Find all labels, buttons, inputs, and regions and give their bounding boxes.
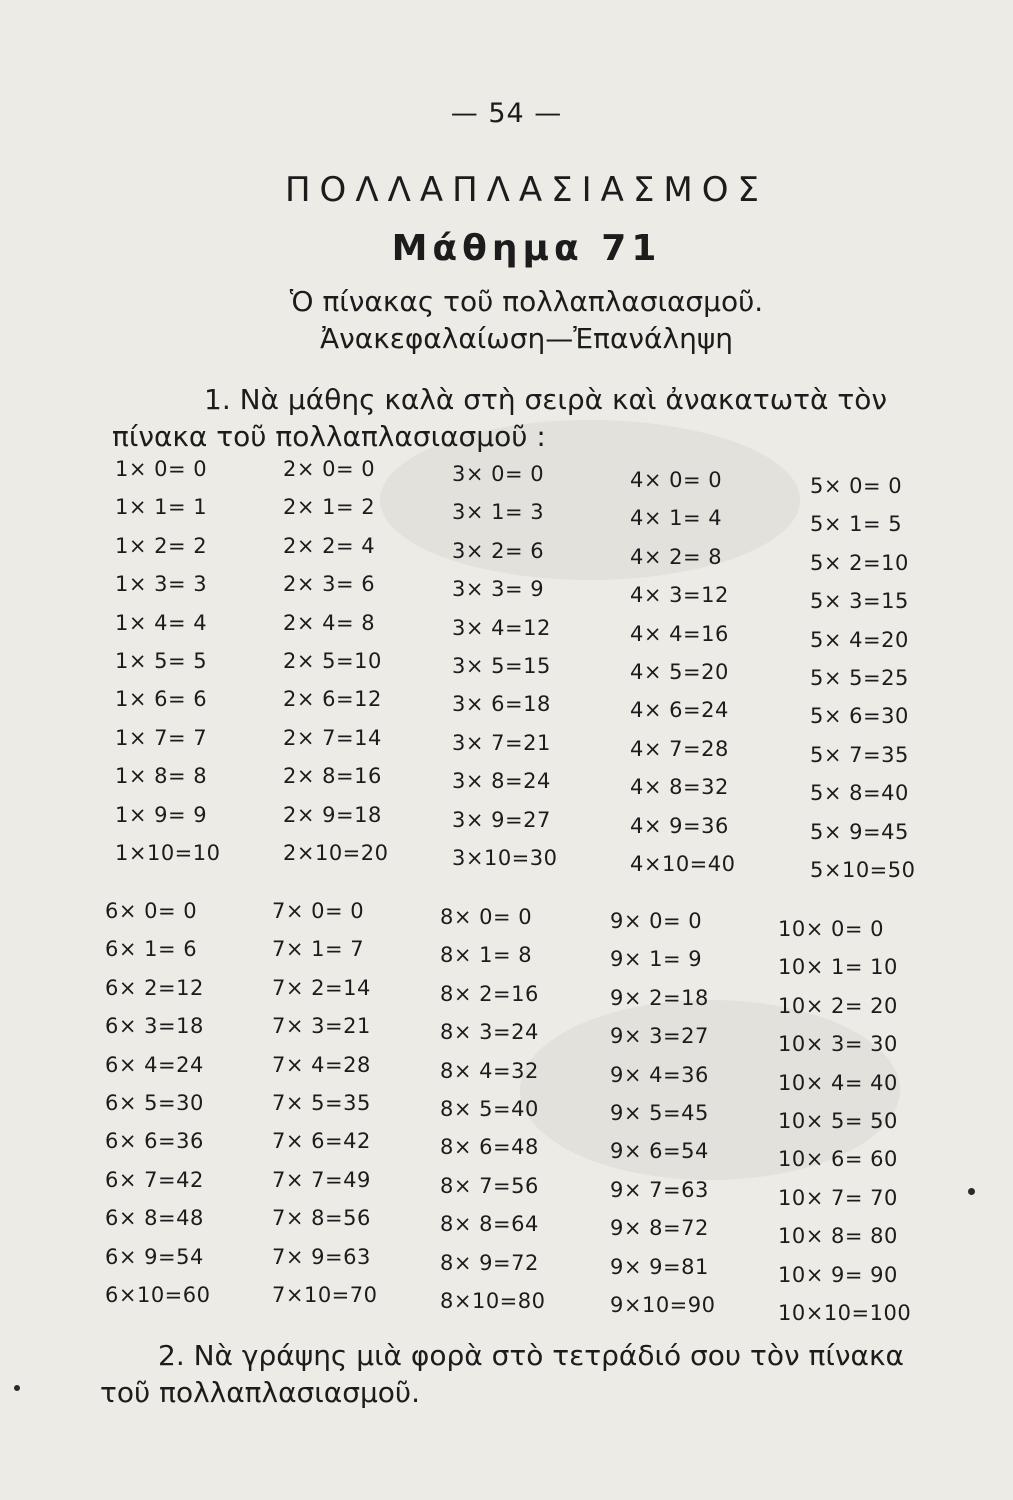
table-entry: 9× 2=18 xyxy=(610,985,709,1010)
table-entry: 1× 8= 8 xyxy=(115,764,208,789)
table-column xyxy=(778,910,928,1332)
instruction-2-text: 2. Νὰ γράψης μιὰ φορὰ στὸ τετράδιό σου τὸν πίνακα τοῦ πολλαπλασιασμοῦ. xyxy=(100,1339,904,1409)
table-entry: 2× 9=18 xyxy=(283,802,382,827)
table-entry: 6× 7=42 xyxy=(105,1167,204,1192)
table-entry: 5× 9=45 xyxy=(810,819,909,844)
table-entry: 3× 1= 3 xyxy=(452,500,545,525)
table-entry: 2× 7=14 xyxy=(283,725,382,750)
table-entry: 1× 6= 6 xyxy=(115,687,208,712)
table-entry: 8× 7=56 xyxy=(440,1173,539,1198)
table-entry: 7× 1= 7 xyxy=(272,937,365,962)
table-entry: 6× 0= 0 xyxy=(105,899,198,923)
table-entry: 3× 5=15 xyxy=(452,653,551,678)
table-column xyxy=(452,455,602,877)
table-entry: 6× 5=30 xyxy=(105,1090,204,1115)
table-entry: 4× 4=16 xyxy=(630,621,729,646)
table-entry: 6× 2=12 xyxy=(105,975,204,1000)
instruction-1-text: 1. Νὰ μάθης καλὰ στὴ σειρὰ καὶ ἀνακατωτὰ τὸν πίνακα τοῦ πολλαπλασιασμοῦ : xyxy=(112,383,888,453)
table-entry: 1× 4= 4 xyxy=(115,610,208,635)
lesson-subtitle-review: Ἀνακεφαλαίωση—Ἐπανάληψη xyxy=(319,322,734,355)
table-entry: 4× 5=20 xyxy=(630,659,729,684)
instruction-1 xyxy=(112,381,932,455)
table-entry: 4×10=40 xyxy=(630,851,736,876)
table-entry: 9×10=90 xyxy=(610,1292,716,1317)
table-entry: 5× 2=10 xyxy=(810,550,909,575)
table-entry: 6× 3=18 xyxy=(105,1014,204,1039)
table-entry: 3× 7=21 xyxy=(452,730,551,755)
table-entry: 6× 1= 6 xyxy=(105,937,198,962)
table-entry: 4× 8=32 xyxy=(630,775,729,800)
table-entry: 2× 4= 8 xyxy=(283,610,376,635)
table-entry: 1× 0= 0 xyxy=(115,457,208,481)
table-entry: 4× 0= 0 xyxy=(630,468,723,492)
table-entry: 8×10=80 xyxy=(440,1288,546,1313)
ink-speck xyxy=(968,1188,975,1195)
table-entry: 4× 2= 8 xyxy=(630,544,723,569)
page-number: — 54 — xyxy=(450,98,563,129)
table-entry: 10× 0= 0 xyxy=(778,917,884,941)
table-entry: 5× 4=20 xyxy=(810,627,909,652)
table-entry: 10× 4= 40 xyxy=(778,1070,898,1095)
table-entry: 10× 1= 10 xyxy=(778,955,898,980)
table-column xyxy=(610,902,760,1324)
table-entry: 3× 8=24 xyxy=(452,769,551,794)
table-column xyxy=(630,461,780,883)
table-entry: 3× 3= 9 xyxy=(452,577,545,602)
table-entry: 8× 6=48 xyxy=(440,1135,539,1160)
table-entry: 5× 5=25 xyxy=(810,665,909,690)
table-entry: 1× 5= 5 xyxy=(115,648,208,673)
table-entry: 5× 7=35 xyxy=(810,742,909,767)
table-entry: 4× 9=36 xyxy=(630,813,729,838)
table-entry: 7× 3=21 xyxy=(272,1014,371,1039)
table-entry: 8× 2=16 xyxy=(440,981,539,1006)
table-entry: 1× 1= 1 xyxy=(115,495,208,520)
table-entry: 6× 9=54 xyxy=(105,1244,204,1269)
table-entry: 8× 0= 0 xyxy=(440,905,533,929)
lesson-heading: Μάθημα 71 xyxy=(391,228,662,269)
table-entry: 10× 6= 60 xyxy=(778,1147,898,1172)
table-entry: 1× 9= 9 xyxy=(115,802,208,827)
table-column xyxy=(440,898,590,1320)
table-entry: 6× 6=36 xyxy=(105,1129,204,1154)
ink-speck xyxy=(14,1385,20,1391)
table-entry: 9× 7=63 xyxy=(610,1177,709,1202)
table-entry: 1×10=10 xyxy=(115,840,221,865)
table-entry: 7× 6=42 xyxy=(272,1129,371,1154)
table-column xyxy=(105,892,255,1314)
table-entry: 4× 7=28 xyxy=(630,736,729,761)
table-entry: 10×10=100 xyxy=(778,1300,912,1325)
table-entry: 3× 9=27 xyxy=(452,807,551,832)
table-entry: 6× 8=48 xyxy=(105,1206,204,1231)
table-entry: 4× 1= 4 xyxy=(630,506,723,531)
table-entry: 9× 0= 0 xyxy=(610,909,703,933)
table-entry: 5× 3=15 xyxy=(810,589,909,614)
table-entry: 7× 7=49 xyxy=(272,1167,371,1192)
table-entry: 3× 4=12 xyxy=(452,615,551,640)
table-entry: 7× 8=56 xyxy=(272,1206,371,1231)
table-entry: 9× 5=45 xyxy=(610,1100,709,1125)
table-entry: 2× 0= 0 xyxy=(283,457,376,481)
table-entry: 8× 5=40 xyxy=(440,1096,539,1121)
table-entry: 1× 2= 2 xyxy=(115,533,208,558)
table-entry: 8× 9=72 xyxy=(440,1250,539,1275)
table-entry: 2× 6=12 xyxy=(283,687,382,712)
table-entry: 2× 5=10 xyxy=(283,648,382,673)
table-entry: 10× 2= 20 xyxy=(778,993,898,1018)
table-entry: 9× 9=81 xyxy=(610,1254,709,1279)
table-entry: 6× 4=24 xyxy=(105,1052,204,1077)
table-entry: 9× 6=54 xyxy=(610,1139,709,1164)
table-entry: 3× 2= 6 xyxy=(452,538,545,563)
table-entry: 3×10=30 xyxy=(452,845,558,870)
table-entry: 5× 8=40 xyxy=(810,781,909,806)
instruction-2 xyxy=(100,1337,920,1411)
table-entry: 7× 0= 0 xyxy=(272,899,365,923)
table-entry: 2× 1= 2 xyxy=(283,495,376,520)
table-entry: 8× 1= 8 xyxy=(440,943,533,968)
table-entry: 4× 3=12 xyxy=(630,583,729,608)
table-entry: 10× 9= 90 xyxy=(778,1262,898,1287)
table-entry: 7× 9=63 xyxy=(272,1244,371,1269)
table-entry: 8× 8=64 xyxy=(440,1212,539,1237)
table-entry: 1× 3= 3 xyxy=(115,572,208,597)
table-entry: 10× 7= 70 xyxy=(778,1185,898,1210)
table-entry: 5× 0= 0 xyxy=(810,474,903,498)
table-entry: 6×10=60 xyxy=(105,1282,211,1307)
table-entry: 9× 8=72 xyxy=(610,1216,709,1241)
table-entry: 3× 0= 0 xyxy=(452,462,545,486)
lesson-subtitle: Ὁ πίνακας τοῦ πολλαπλασιασμοῦ. xyxy=(289,285,764,318)
table-entry: 2×10=20 xyxy=(283,840,389,865)
table-entry: 7× 5=35 xyxy=(272,1090,371,1115)
table-entry: 9× 4=36 xyxy=(610,1062,709,1087)
table-entry: 2× 8=16 xyxy=(283,764,382,789)
table-entry: 7×10=70 xyxy=(272,1282,378,1307)
table-entry: 9× 3=27 xyxy=(610,1024,709,1049)
table-entry: 2× 2= 4 xyxy=(283,533,376,558)
table-column xyxy=(283,450,433,872)
table-entry: 7× 2=14 xyxy=(272,975,371,1000)
table-entry: 5× 1= 5 xyxy=(810,512,903,537)
chapter-title: ΠΟΛΛΑΠΛΑΣΙΑΣΜΟΣ xyxy=(284,170,769,210)
table-entry: 10× 5= 50 xyxy=(778,1108,898,1133)
table-entry: 5×10=50 xyxy=(810,857,916,882)
table-entry: 8× 3=24 xyxy=(440,1020,539,1045)
table-entry: 2× 3= 6 xyxy=(283,572,376,597)
table-column xyxy=(810,467,960,889)
table-column xyxy=(272,892,422,1314)
table-entry: 3× 6=18 xyxy=(452,692,551,717)
table-entry: 1× 7= 7 xyxy=(115,725,208,750)
table-entry: 10× 3= 30 xyxy=(778,1032,898,1057)
table-entry: 9× 1= 9 xyxy=(610,947,703,972)
table-entry: 7× 4=28 xyxy=(272,1052,371,1077)
table-entry: 10× 8= 80 xyxy=(778,1224,898,1249)
table-entry: 5× 6=30 xyxy=(810,704,909,729)
table-entry: 4× 6=24 xyxy=(630,698,729,723)
table-entry: 8× 4=32 xyxy=(440,1058,539,1083)
table-column xyxy=(115,450,265,872)
